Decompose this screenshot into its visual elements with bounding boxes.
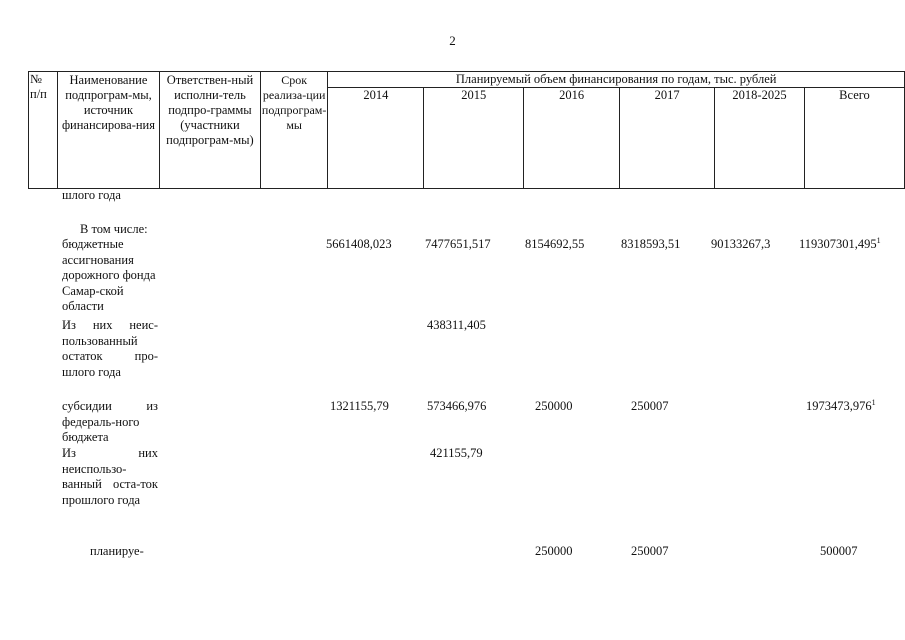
unused-balance-2-2015: 421155,79 <box>430 446 483 460</box>
col-header-2018-2025: 2018-2025 <box>715 88 805 189</box>
subsidy-label: субсидии из федераль-ного бюджета <box>62 399 158 444</box>
col-header-term: Срок реализа-ции подпрограм-мы <box>260 72 327 189</box>
footnote-mark: 1 <box>871 397 876 407</box>
including-label: В том числе: <box>80 222 148 236</box>
planned-2017: 250007 <box>631 544 669 558</box>
col-header-2015: 2015 <box>424 88 524 189</box>
budget-total: 119307301,495$^1$ <box>799 235 881 251</box>
budget-2017: 8318593,51 <box>621 237 681 251</box>
subsidy-2016: 250000 <box>535 399 573 413</box>
col-header-total: Всего <box>804 88 904 189</box>
footnote-mark: 1 <box>876 235 881 245</box>
subsidy-2015: 573466,976 <box>427 399 487 413</box>
budget-2015: 7477651,517 <box>425 237 491 251</box>
page-number: 2 <box>449 33 456 48</box>
planned-total: 500007 <box>820 544 858 558</box>
planned-label: планируе- <box>90 544 144 558</box>
budget-2018-2025: 90133267,3 <box>711 237 771 251</box>
budget-label: бюджетные ассигнования дорожного фонда Самар-ской области <box>62 237 156 313</box>
subsidy-total: 1973473,976$^1$ <box>806 397 876 413</box>
col-header-name: Наименование подпрограм-мы, источник финансирова-ния <box>57 72 159 189</box>
subsidy-2017: 250007 <box>631 399 669 413</box>
col-header-responsible: Ответствен-ный исполни-тель подпро-граммы (участники подпрограм-мы) <box>159 72 260 189</box>
budget-2016: 8154692,55 <box>525 237 585 251</box>
unused-balance-label: Из них неис-пользованный остаток про-шлого года <box>62 318 158 379</box>
unused-balance-2-label: Из них неиспользо-ванный оста-ток прошлого года <box>62 446 158 507</box>
budget-2014: 5661408,023 <box>326 237 392 251</box>
col-header-2017: 2017 <box>620 88 715 189</box>
col-header-planned: Планируемый объем финансирования по годам, тыс. рублей <box>328 72 905 88</box>
carry-over-label: шлого года <box>62 188 121 202</box>
table-header <box>28 71 905 189</box>
col-header-2016: 2016 <box>524 88 620 189</box>
col-header-number: № п/п <box>29 72 58 189</box>
unused-balance-2015: 438311,405 <box>427 318 486 332</box>
subsidy-2014: 1321155,79 <box>330 399 389 413</box>
col-header-2014: 2014 <box>328 88 424 189</box>
planned-2016: 250000 <box>535 544 573 558</box>
